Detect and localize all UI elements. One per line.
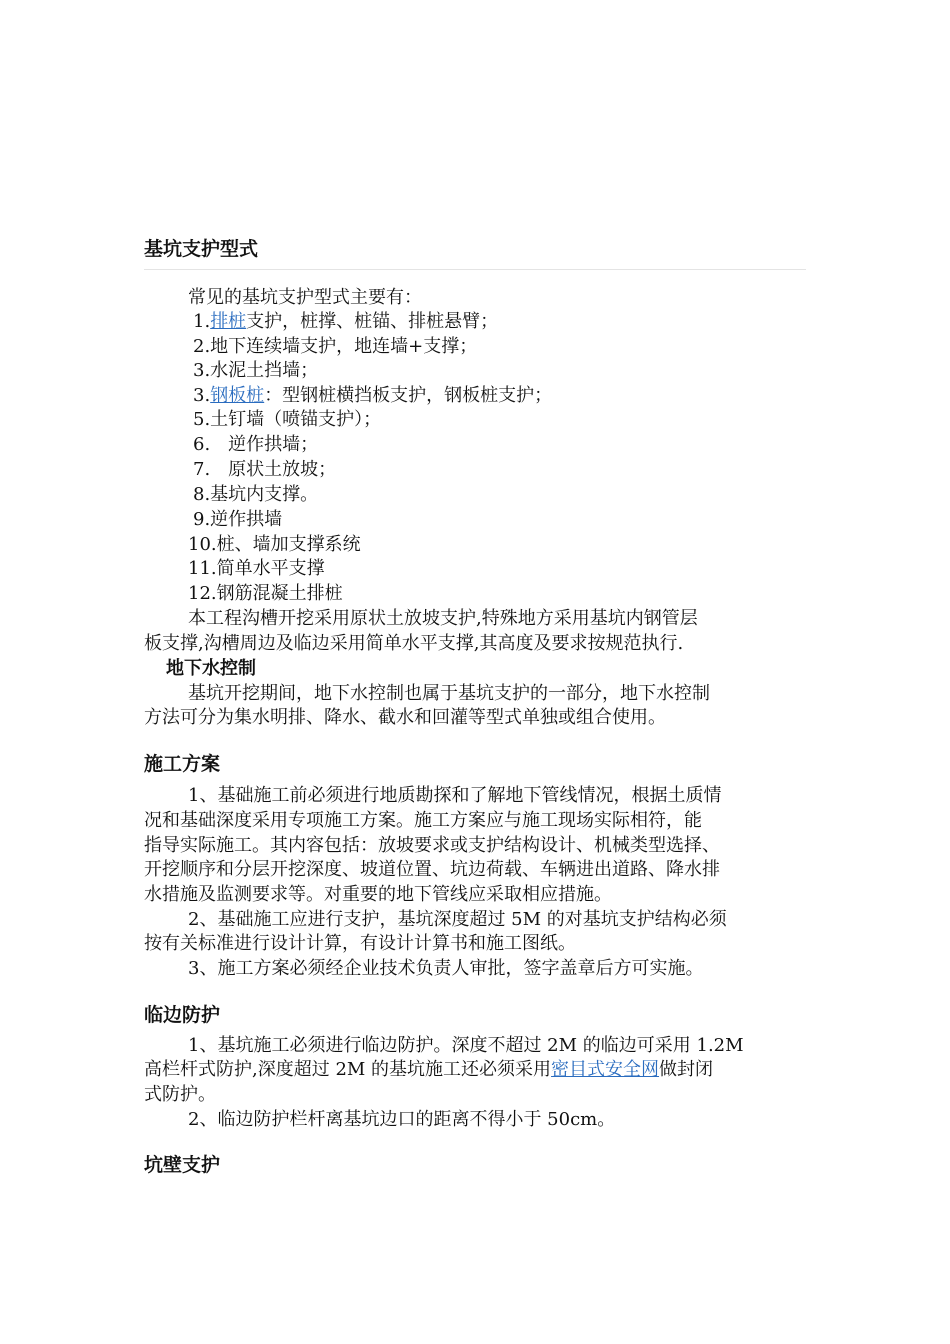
note-line: 本工程沟槽开挖采用原状土放坡支护,特殊地方采用基坑内钢管层 bbox=[188, 608, 698, 629]
list-item: 2.地下连续墙支护，地连墙+支撑； bbox=[193, 336, 478, 357]
paragraph-line: 3、施工方案必须经企业技术负责人审批，签字盖章后方可实施。 bbox=[188, 958, 704, 979]
link-gang-ban-zhuang[interactable]: 钢板桩 bbox=[210, 385, 265, 406]
paragraph-line: 式防护。 bbox=[144, 1084, 216, 1105]
divider bbox=[144, 269, 806, 270]
list-item: 5.土钉墙（喷锚支护）； bbox=[193, 409, 382, 430]
section-title: 坑壁支护 bbox=[144, 1154, 221, 1176]
paragraph-line: 水措施及监测要求等。对重要的地下管线应采取相应措施。 bbox=[144, 884, 612, 905]
paragraph-line: 方法可分为集水明排、降水、截水和回灌等型式单独或组合使用。 bbox=[144, 707, 666, 728]
list-item: 8.基坑内支撑。 bbox=[193, 484, 319, 505]
list-item: 12.钢筋混凝土排桩 bbox=[188, 583, 343, 604]
paragraph-line: 况和基础深度采用专项施工方案。施工方案应与施工现场实际相符，能 bbox=[144, 810, 702, 831]
paragraph-line: 指导实际施工。其内容包括：放坡要求或支护结构设计、机械类型选择、 bbox=[144, 835, 720, 856]
list-item: 6. 逆作拱墙； bbox=[193, 434, 319, 455]
paragraph-line: 2、基础施工应进行支护，基坑深度超过 5M 的对基坑支护结构必须 bbox=[188, 909, 727, 930]
section-title: 基坑支护型式 bbox=[144, 238, 259, 260]
paragraph-line: 2、临边防护栏杆离基坑边口的距离不得小于 50cm。 bbox=[188, 1109, 616, 1130]
list-item: 3.钢板桩：型钢桩横挡板支护，钢板桩支护； bbox=[193, 385, 553, 406]
paragraph-line: 按有关标准进行设计计算，有设计计算书和施工图纸。 bbox=[144, 933, 576, 954]
list-item: 10.桩、墙加支撑系统 bbox=[188, 534, 361, 555]
section-title: 临边防护 bbox=[144, 1004, 221, 1026]
note-line: 板支撑,沟槽周边及临边采用简单水平支撑,其高度及要求按规范执行. bbox=[144, 633, 684, 654]
list-item: 1.排桩支护，桩撑、桩锚、排桩悬臂； bbox=[193, 311, 499, 332]
paragraph-line: 高栏杆式防护,深度超过 2M 的基坑施工还必须采用密目式安全网做封闭 bbox=[144, 1059, 714, 1080]
list-item: 3.水泥土挡墙； bbox=[193, 360, 319, 381]
paragraph-line: 开挖顺序和分层开挖深度、坡道位置、坑边荷载、车辆进出道路、降水排 bbox=[144, 859, 720, 880]
section-title: 施工方案 bbox=[144, 753, 221, 775]
list-item: 11.简单水平支撑 bbox=[188, 558, 325, 579]
link-safety-net[interactable]: 密目式安全网 bbox=[551, 1059, 660, 1080]
paragraph-line: 1、基坑施工必须进行临边防护。深度不超过 2M 的临边可采用 1.2M bbox=[188, 1035, 744, 1056]
link-pai-zhuang[interactable]: 排桩 bbox=[210, 311, 247, 332]
list-item: 9.逆作拱墙 bbox=[193, 509, 283, 530]
intro-text: 常见的基坑支护型式主要有： bbox=[188, 287, 422, 308]
subsection-title: 地下水控制 bbox=[166, 658, 256, 679]
paragraph-line: 1、基础施工前必须进行地质勘探和了解地下管线情况，根据土质情 bbox=[188, 785, 722, 806]
paragraph-line: 基坑开挖期间，地下水控制也属于基坑支护的一部分，地下水控制 bbox=[188, 683, 710, 704]
list-item: 7. 原状土放坡； bbox=[193, 459, 337, 480]
